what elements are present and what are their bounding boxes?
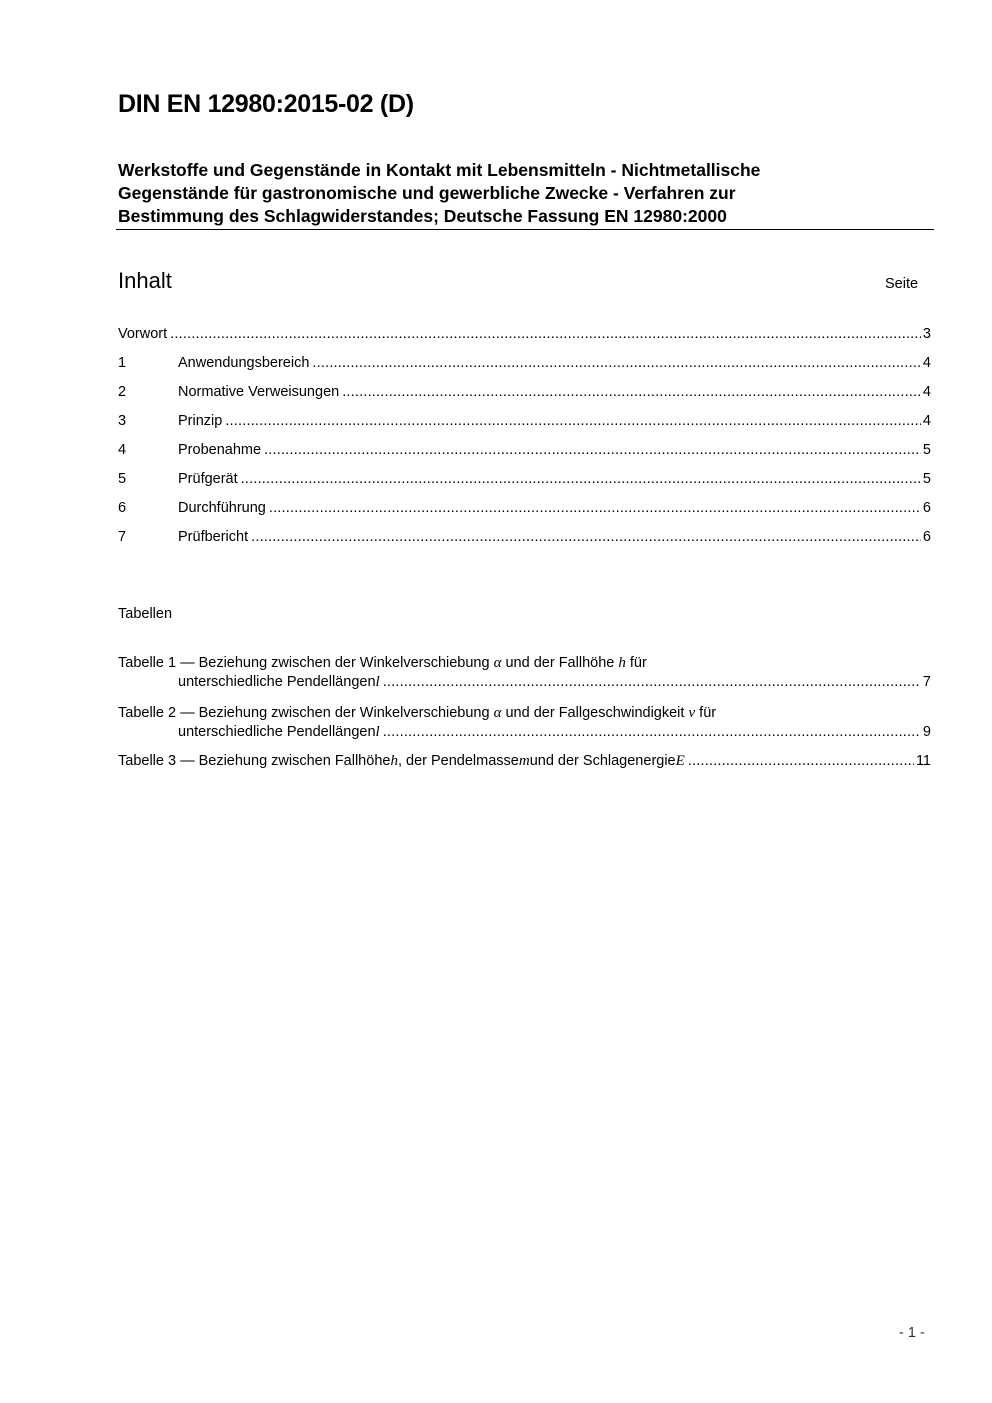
title-divider (116, 229, 934, 230)
toc-leader-dots (342, 384, 921, 400)
toc-entry[interactable] (118, 471, 931, 489)
toc-entry-page: 4 (922, 384, 931, 400)
toc-entry-label: Normative Verweisungen (178, 384, 340, 400)
toc-entry[interactable] (118, 500, 931, 518)
toc-leader-dots (688, 753, 914, 769)
table-entry-text: für (695, 705, 717, 721)
page-column-label: Seite (885, 276, 919, 292)
title-line: Gegenstände für gastronomische und gewerbliche Zwecke - Verfahren zur (118, 183, 736, 203)
symbol-e: E (675, 753, 685, 769)
title-line: Bestimmung des Schlagwiderstandes; Deutsche Fassung EN 12980:2000 (118, 206, 727, 226)
table-entry-text: Tabelle 1 — Beziehung zwischen der Winkelverschiebung (118, 655, 494, 671)
toc-entry-page: 5 (922, 442, 931, 458)
toc-entry-number: 3 (118, 413, 127, 429)
symbol-alpha: α (493, 705, 502, 721)
toc-entry-label: Prüfbericht (178, 529, 249, 545)
table-entry-text: und der Fallgeschwindigkeit (501, 705, 689, 721)
toc-entry[interactable] (118, 413, 931, 431)
toc-entry-label: Prinzip (178, 413, 223, 429)
table-entry-text: unterschiedliche Pendellängen (178, 674, 376, 690)
toc-entry-label: Anwendungsbereich (178, 355, 310, 371)
document-title (118, 159, 878, 228)
title-line: Werkstoffe und Gegenstände in Kontakt mit Lebensmitteln - Nichtmetallische (118, 160, 761, 180)
toc-entry[interactable] (118, 529, 931, 547)
table-entry-text: Tabelle 2 — Beziehung zwischen der Winkelverschiebung (118, 705, 494, 721)
toc-entry[interactable] (118, 442, 931, 460)
toc-entry-number: 4 (118, 442, 127, 458)
toc-entry-number: 2 (118, 384, 127, 400)
toc-entry-label: Prüfgerät (178, 471, 238, 487)
symbol-m: m (518, 753, 530, 769)
toc-leader-dots (251, 529, 921, 545)
toc-leader-dots (269, 500, 921, 516)
table-entry-text: und der Schlagenergie (529, 753, 676, 769)
toc-entry-number: 5 (118, 471, 127, 487)
table-list-entry[interactable] (118, 655, 931, 693)
toc-leader-dots (264, 442, 921, 458)
toc-leader-dots (383, 674, 921, 690)
page-number: - 1 - (899, 1325, 925, 1341)
toc-entry[interactable] (118, 355, 931, 373)
toc-leader-dots (312, 355, 921, 371)
toc-entry-page: 5 (922, 471, 931, 487)
symbol-l: l (375, 724, 380, 740)
symbol-alpha: α (493, 655, 502, 671)
toc-entry-number: 7 (118, 529, 127, 545)
toc-entry[interactable] (118, 384, 931, 402)
table-entry-text: und der Fallhöhe (501, 655, 619, 671)
toc-leader-dots (170, 326, 921, 342)
toc-entry-page: 6 (922, 500, 931, 516)
table-entry-text: unterschiedliche Pendellängen (178, 724, 376, 740)
toc-entry-label: Probenahme (178, 442, 262, 458)
symbol-v: v (688, 705, 696, 721)
table-entry-page: 11 (915, 753, 931, 769)
toc-leader-dots (225, 413, 921, 429)
toc-entry-number: 1 (118, 355, 127, 371)
toc-entry-page: 3 (922, 326, 931, 342)
toc-entry-foreword[interactable] (118, 326, 931, 344)
toc-entry-page: 4 (922, 355, 931, 371)
document-id: DIN EN 12980:2015-02 (D) (118, 90, 414, 118)
table-entry-text: Tabelle 3 — Beziehung zwischen Fallhöhe (118, 753, 391, 769)
toc-entry-number: 6 (118, 500, 127, 516)
symbol-h: h (618, 655, 626, 671)
table-list-entry[interactable] (118, 705, 931, 743)
toc-entry-label: Vorwort (118, 326, 168, 342)
toc-entry-label: Durchführung (178, 500, 266, 516)
toc-entry-page: 6 (922, 529, 931, 545)
table-list-entry[interactable] (118, 753, 931, 771)
toc-entry-page: 4 (922, 413, 931, 429)
table-entry-text: , der Pendelmasse (397, 753, 519, 769)
symbol-h: h (390, 753, 398, 769)
table-entry-page: 9 (922, 724, 931, 740)
tables-heading: Tabellen (118, 606, 173, 622)
toc-heading: Inhalt (118, 268, 172, 293)
symbol-l: l (375, 674, 380, 690)
toc-leader-dots (383, 724, 921, 740)
table-entry-text: für (625, 655, 647, 671)
table-entry-page: 7 (922, 674, 931, 690)
toc-leader-dots (241, 471, 921, 487)
